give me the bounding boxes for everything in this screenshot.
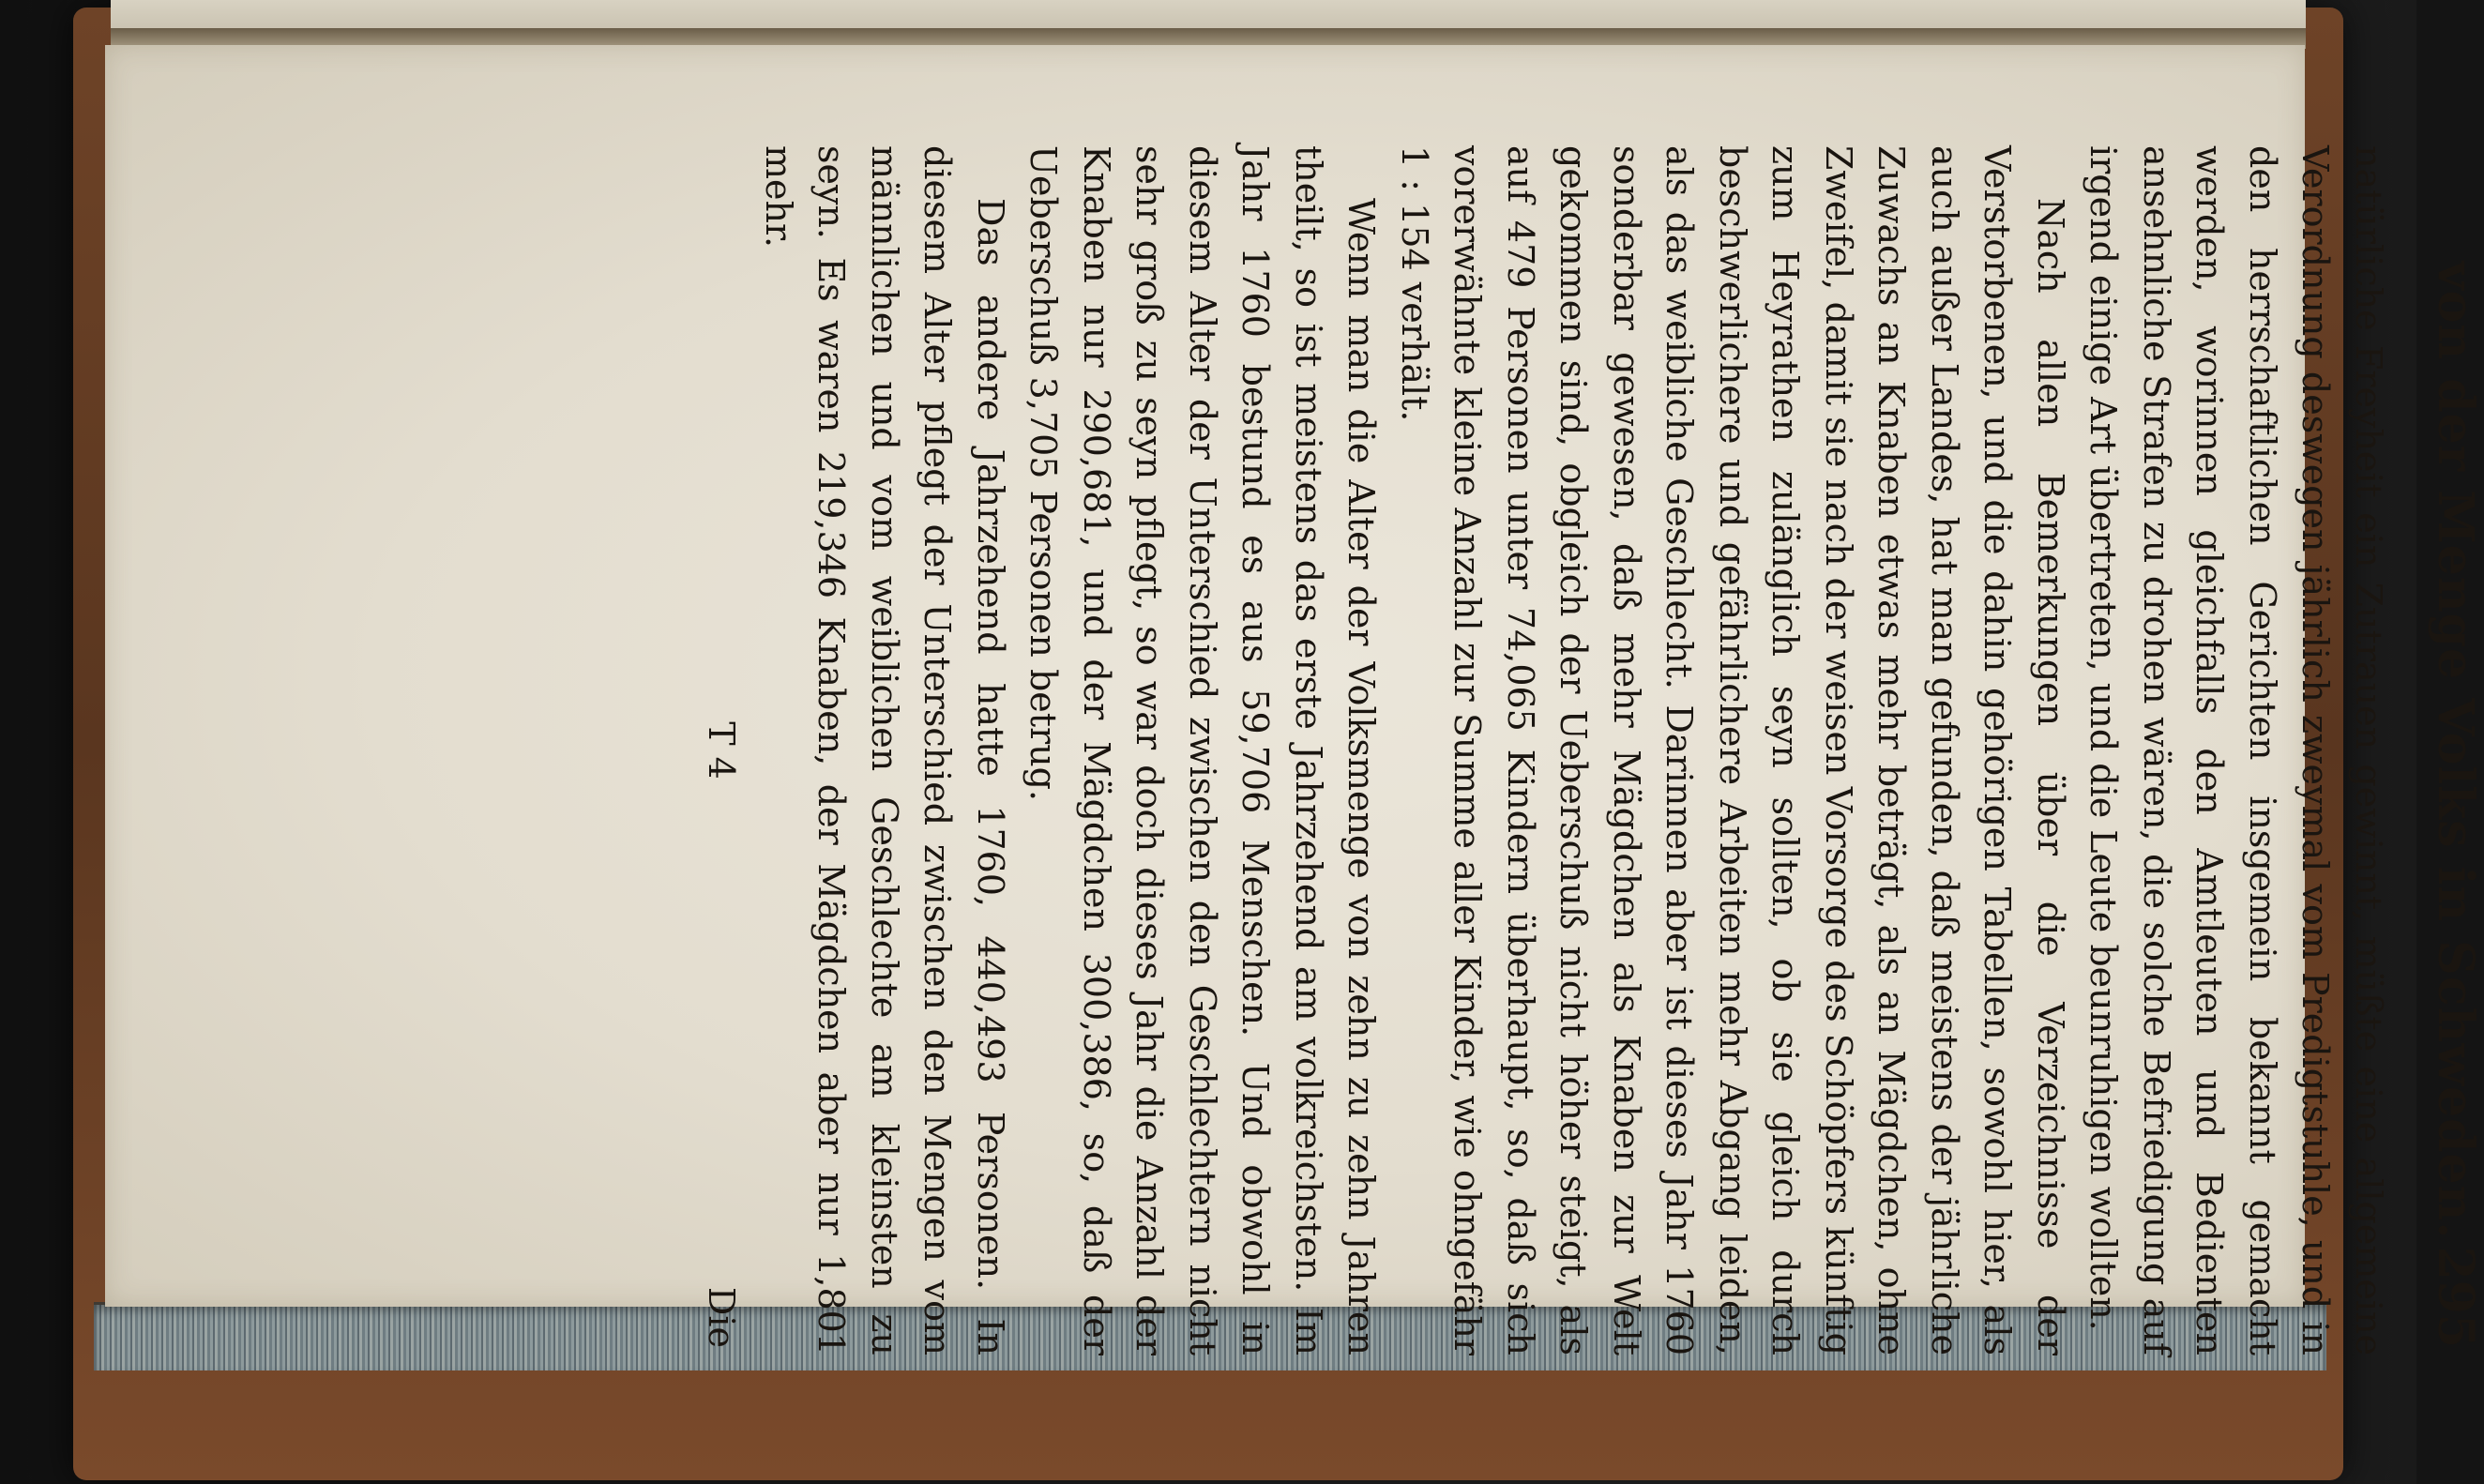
catchword: Die — [701, 1286, 743, 1348]
previous-page-edge — [111, 0, 2306, 32]
paragraph-continued: natürliche Freyheit ein Zutrauen gewinnt, müßte eine allgemeine Verordnung deswegen jährlich zweymal vom Predigtstuhle, und in den herrschaftlichen Gerichten insgemein bekannt gemacht werden, worinnen gleichfalls den Amtleuten und Bedienten ansehnliche Strafen zu drohen wären, die solche Befriedigung auf irgend einige Art übertreten, und die Leute beunruhigen wollten. — [2083, 145, 2389, 1355]
running-head: von der Menge Volks in Schweden. — [2427, 261, 2484, 1240]
page-footer — [692, 145, 749, 1355]
signature-mark: T 4 — [701, 721, 743, 780]
page-text-block — [701, 145, 2484, 1355]
page-number: 295 — [2427, 1246, 2484, 1348]
paragraph-births: Nach allen Bemerkungen über die Verzeichnisse der Verstorbenen, und die dahin gehörigen Tabellen, sowohl hier, als auch außer Landes, hat man gefunden, daß meistens der jährliche Zuwachs an Knaben etwas mehr beträgt, als an Mägdchen, ohne Zweifel, damit sie nach der weisen Vorsorge des Schöpfers künftig zum Heyrathen zulänglich seyn sollten, ob sie gleich durch beschwerlichere und gefährlichere Arbeiten mehr Abgang leiden, als das weibliche Geschlecht. Darinnen aber ist dieses Jahr 1760 sonderbar gewesen, daß mehr Mägdchen als Knaben zur Welt gekommen sind, obgleich der Ueberschuß nicht höher steigt, als auf 479 Personen unter 74,065 Kindern überhaupt, so, daß sich vorerwähnte kleine Anzahl zur Summe aller Kinder, wie ohngefähr 1 : 154 verhält. — [1394, 145, 2071, 1355]
paragraph-second-decade: Das andere Jahrzehend hatte 1760, 440,493 Personen. In diesem Alter pflegt der Unterschied zwischen den Mengen vom männlichen und vom weiblichen Geschlechte am kleinsten zu seyn. Es waren 219,346 Knaben, der Mägdchen aber nur 1,801 mehr. — [758, 145, 1011, 1355]
page-header — [2419, 145, 2484, 1355]
paragraph-first-decade: Wenn man die Alter der Volksmenge von zehn zu zehn Jahren theilt, so ist meistens das erste Jahrzehend am volkreichsten. Im Jahr 1760 bestund es aus 59,706 Menschen. Und obwohl in diesem Alter der Unterschied zwischen den Geschlechtern nicht sehr groß zu seyn pflegt, so war doch dieses Jahr die Anzahl der Knaben nur 290,681, und der Mägdchen 300,386, so, daß der Ueberschuß 3,705 Personen betrug. — [1022, 145, 1383, 1355]
